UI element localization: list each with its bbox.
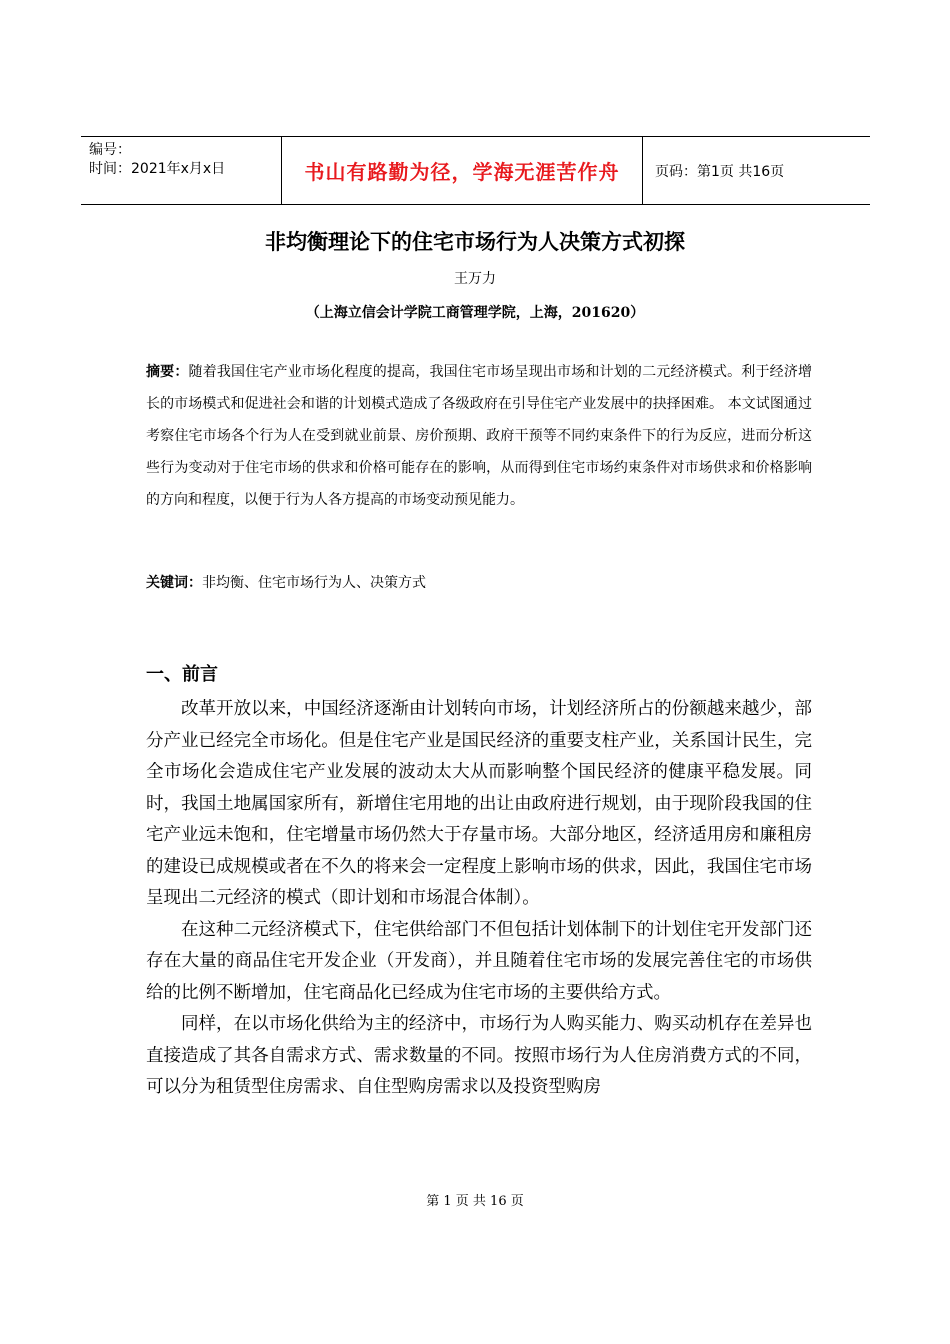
document-time-label: 时间：2021年x月x日 (89, 161, 226, 177)
keywords-label: 关键词： (146, 575, 202, 591)
paper-author: 王万力 (454, 271, 496, 287)
document-header (81, 136, 870, 205)
body-text (146, 694, 812, 1104)
paper-title: 非均衡理论下的住宅市场行为人决策方式初探 (265, 230, 685, 254)
section-heading: 一、前言 (146, 664, 218, 685)
header-page-info: 页码：第1页 共16页 (655, 163, 785, 180)
abstract (146, 356, 812, 516)
paragraph: 改革开放以来，中国经济逐渐由计划转向市场，计划经济所占的份额越来越少，部分产业已经完全市场化。但是住宅产业是国民经济的重要支柱产业，关系国计民生，完全市场化会造成住宅产业发展的波动太大从而影响整个国民经济的健康平稳发展。同时，我国土地属国家所有，新增住宅用地的出让由政府进行规划，由于现阶段我国的住宅产业远未饱和，住宅增量市场仍然大于存量市场。大部分地区，经济适用房和廉租房的建设已成规模或者在不久的将来会一定程度上影响市场的供求，因此，我国住宅市场呈现出二元经济的模式（即计划和市场混合体制）。 (146, 699, 812, 908)
abstract-label: 摘要： (146, 364, 189, 380)
keywords-text: 非均衡、住宅市场行为人、决策方式 (202, 575, 426, 591)
document-number-label: 编号： (89, 142, 131, 158)
header-meta (81, 137, 281, 204)
header-motto: 书山有路勤为径，学海无涯苦作舟 (281, 137, 643, 204)
paragraph: 同样，在以市场化供给为主的经济中，市场行为人购买能力、购买动机存在差异也直接造成了其各自需求方式、需求数量的不同。按照市场行为人住房消费方式的不同，可以分为租赁型住房需求、自住型购房需求以及投资型购房 (146, 1014, 812, 1097)
page-footer: 第 1 页 共 16 页 (426, 1194, 524, 1209)
abstract-text: 随着我国住宅产业市场化程度的提高，我国住宅市场呈现出市场和计划的二元经济模式。利于经济增长的市场模式和促进社会和谐的计划模式造成了各级政府在引导住宅产业发展中的抉择困难。 本文试图通过考察住宅市场各个行为人在受到就业前景、房价预期、政府干预等不同约束条件下的行为反应，进而分析这些行为变动对于住宅市场的供求和价格可能存在的影响，从而得到住宅市场约束条件对市场供求和价格影响的方向和程度，以便于行为人各方提高的市场变动预见能力。 (146, 364, 813, 508)
paper-affiliation: （上海立信会计学院工商管理学院，上海，201620） (305, 305, 645, 321)
paragraph: 在这种二元经济模式下，住宅供给部门不但包括计划体制下的计划住宅开发部门还存在大量的商品住宅开发企业（开发商），并且随着住宅市场的发展完善住宅的市场供给的比例不断增加，住宅商品化已经成为住宅市场的主要供给方式。 (146, 919, 812, 1003)
keywords (146, 572, 812, 592)
